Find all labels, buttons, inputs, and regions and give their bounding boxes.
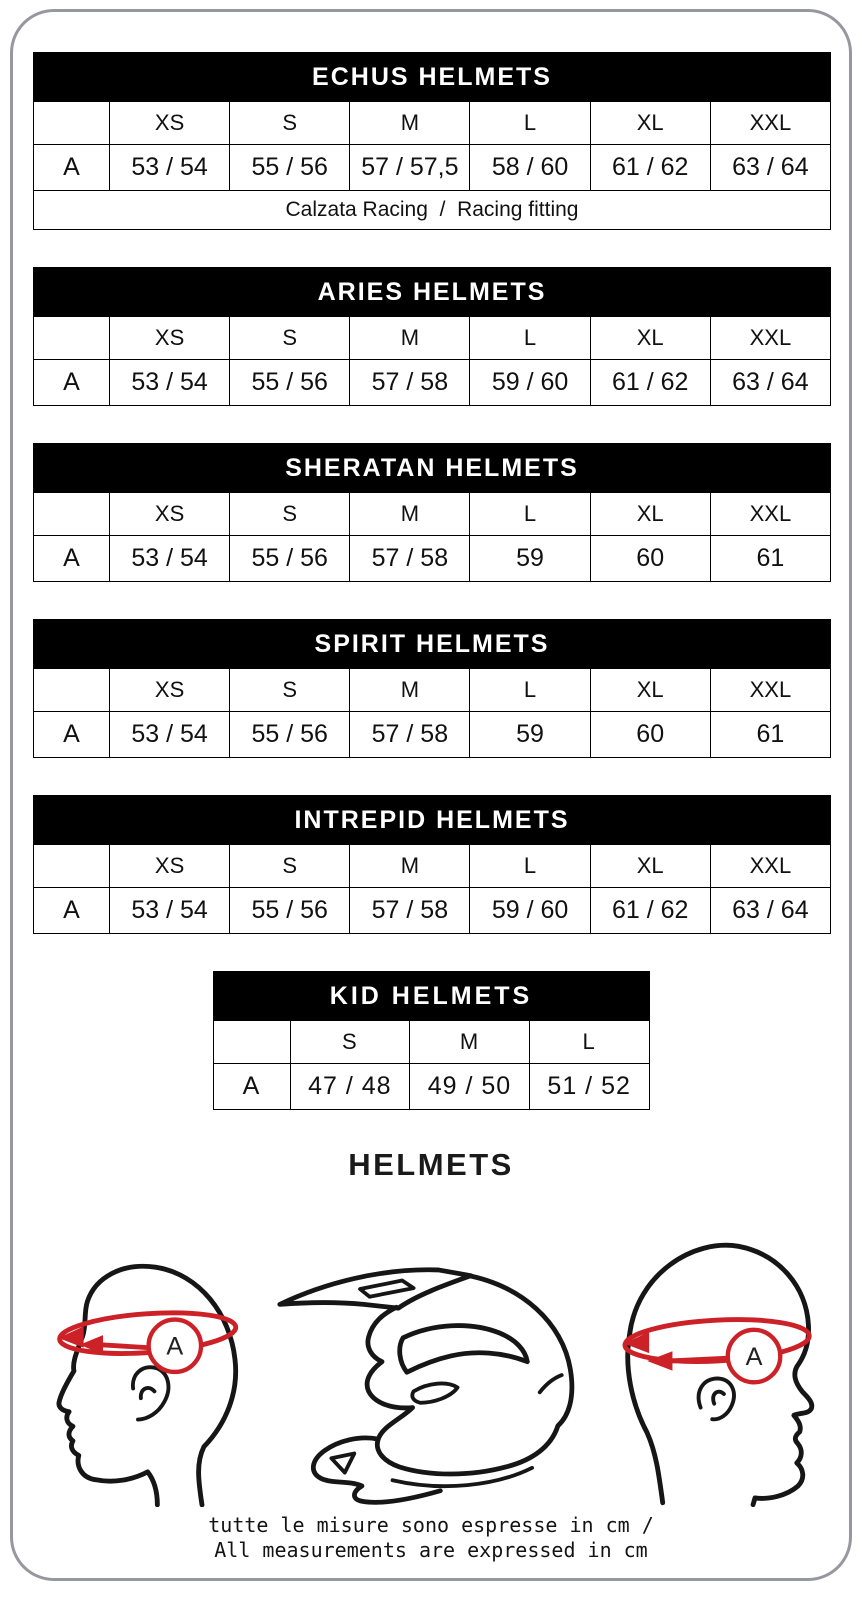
value-cell: 59 / 60	[470, 360, 590, 406]
size-table-aries	[33, 267, 831, 406]
table-title: SHERATAN HELMETS	[34, 444, 831, 493]
helmet-peak	[280, 1270, 471, 1308]
value-cell: 63 / 64	[710, 360, 830, 406]
value-cell: 53 / 54	[110, 145, 230, 191]
value-cell: 59 / 60	[470, 888, 590, 934]
measurement-arrow	[670, 1358, 730, 1361]
size-header-cell: XS	[110, 493, 230, 536]
size-header-cell: L	[470, 102, 590, 145]
adult-head-profile-diagram	[585, 1211, 823, 1507]
value-cell: 53 / 54	[110, 888, 230, 934]
row-label-cell: A	[34, 888, 110, 934]
table-title: SPIRIT HELMETS	[34, 620, 831, 669]
value-cell: 61 / 62	[590, 888, 710, 934]
table-title: ECHUS HELMETS	[34, 53, 831, 102]
corner-cell	[34, 669, 110, 712]
value-cell: 49 / 50	[410, 1064, 530, 1110]
size-header-cell: XS	[110, 669, 230, 712]
head-outline	[628, 1245, 812, 1504]
value-cell: 55 / 56	[230, 145, 350, 191]
measurement-diagrams	[33, 1207, 829, 1507]
value-cell: 63 / 64	[710, 145, 830, 191]
corner-cell	[34, 845, 110, 888]
value-cell: 61 / 62	[590, 360, 710, 406]
size-header-cell: XL	[590, 493, 710, 536]
size-header-cell: L	[470, 669, 590, 712]
size-header-cell: L	[470, 493, 590, 536]
rear-vent-line	[540, 1375, 562, 1392]
peak-slot	[360, 1280, 414, 1296]
size-header-cell: XXL	[710, 317, 830, 360]
page-title: HELMETS	[348, 1147, 514, 1182]
goggle-port	[400, 1326, 528, 1373]
corner-cell	[34, 102, 110, 145]
size-header-cell: M	[410, 1021, 530, 1064]
size-table-echus	[33, 52, 831, 230]
table-title: INTREPID HELMETS	[34, 796, 831, 845]
size-header-cell: S	[290, 1021, 410, 1064]
size-header-cell: XL	[590, 102, 710, 145]
size-header-cell: L	[470, 317, 590, 360]
size-table-spirit	[33, 619, 831, 758]
motocross-helmet-diagram	[267, 1247, 585, 1507]
value-cell: 59	[470, 536, 590, 582]
table-title: ARIES HELMETS	[34, 268, 831, 317]
value-cell: 55 / 56	[230, 360, 350, 406]
kid-head-profile-diagram	[39, 1235, 267, 1507]
corner-cell	[34, 493, 110, 536]
size-header-cell: XL	[590, 669, 710, 712]
value-cell: 55 / 56	[230, 536, 350, 582]
units-note	[33, 1513, 829, 1563]
size-tables-section	[33, 52, 829, 1110]
badge-label: A	[745, 1342, 763, 1371]
size-header-cell: L	[529, 1021, 649, 1064]
corner-cell	[34, 317, 110, 360]
size-header-cell: L	[470, 845, 590, 888]
size-header-cell: XXL	[710, 845, 830, 888]
size-header-cell: XS	[110, 845, 230, 888]
size-header-cell: S	[230, 493, 350, 536]
value-cell: 57 / 58	[350, 712, 470, 758]
value-cell: 53 / 54	[110, 360, 230, 406]
value-cell: 55 / 56	[230, 712, 350, 758]
value-cell: 58 / 60	[470, 145, 590, 191]
table-footnote: Calzata Racing / Racing fitting	[34, 191, 831, 230]
value-cell: 53 / 54	[110, 712, 230, 758]
head-outline	[59, 1266, 236, 1505]
size-header-cell: XL	[590, 845, 710, 888]
value-cell: 57 / 57,5	[350, 145, 470, 191]
size-header-cell: XS	[110, 102, 230, 145]
size-header-cell: S	[230, 317, 350, 360]
table-title: KID HELMETS	[213, 972, 649, 1021]
value-cell: 61	[710, 536, 830, 582]
row-label-cell: A	[34, 145, 110, 191]
size-header-cell: XS	[110, 317, 230, 360]
row-label-cell: A	[34, 712, 110, 758]
size-table-kid	[213, 971, 650, 1110]
value-cell: 57 / 58	[350, 360, 470, 406]
value-cell: 51 / 52	[529, 1064, 649, 1110]
value-cell: 63 / 64	[710, 888, 830, 934]
size-header-cell: XXL	[710, 102, 830, 145]
size-header-cell: M	[350, 102, 470, 145]
units-note-english: All measurements are expressed in cm	[214, 1538, 648, 1562]
size-header-cell: S	[230, 102, 350, 145]
size-table-sheratan	[33, 443, 831, 582]
row-label-cell: A	[34, 360, 110, 406]
size-header-cell: XXL	[710, 493, 830, 536]
value-cell: 47 / 48	[290, 1064, 410, 1110]
size-header-cell: M	[350, 493, 470, 536]
inner-ear-line	[713, 1392, 724, 1404]
value-cell: 59	[470, 712, 590, 758]
badge-label: A	[166, 1332, 184, 1361]
value-cell: 57 / 58	[350, 536, 470, 582]
size-header-cell: S	[230, 845, 350, 888]
size-table-intrepid	[33, 795, 831, 934]
size-chart-card	[10, 9, 852, 1581]
row-label-cell: A	[213, 1064, 290, 1110]
ear-icon	[133, 1367, 169, 1419]
ear-icon	[699, 1378, 734, 1419]
value-cell: 57 / 58	[350, 888, 470, 934]
chin-vent-triangle	[331, 1453, 354, 1472]
value-cell: 60	[590, 536, 710, 582]
size-header-cell: XL	[590, 317, 710, 360]
size-header-cell: M	[350, 669, 470, 712]
value-cell: 61	[710, 712, 830, 758]
value-cell: 61 / 62	[590, 145, 710, 191]
corner-cell	[213, 1021, 290, 1064]
value-cell: 60	[590, 712, 710, 758]
cheek-vent	[412, 1383, 457, 1402]
row-label-cell: A	[34, 536, 110, 582]
size-header-cell: M	[350, 317, 470, 360]
arrowhead-icon	[647, 1351, 672, 1370]
value-cell: 55 / 56	[230, 888, 350, 934]
size-header-cell: XXL	[710, 669, 830, 712]
size-header-cell: M	[350, 845, 470, 888]
units-note-italian: tutte le misure sono espresse in cm /	[208, 1513, 654, 1537]
helmet-shell	[367, 1275, 572, 1474]
value-cell: 53 / 54	[110, 536, 230, 582]
size-header-cell: S	[230, 669, 350, 712]
inner-ear-line	[141, 1388, 155, 1398]
